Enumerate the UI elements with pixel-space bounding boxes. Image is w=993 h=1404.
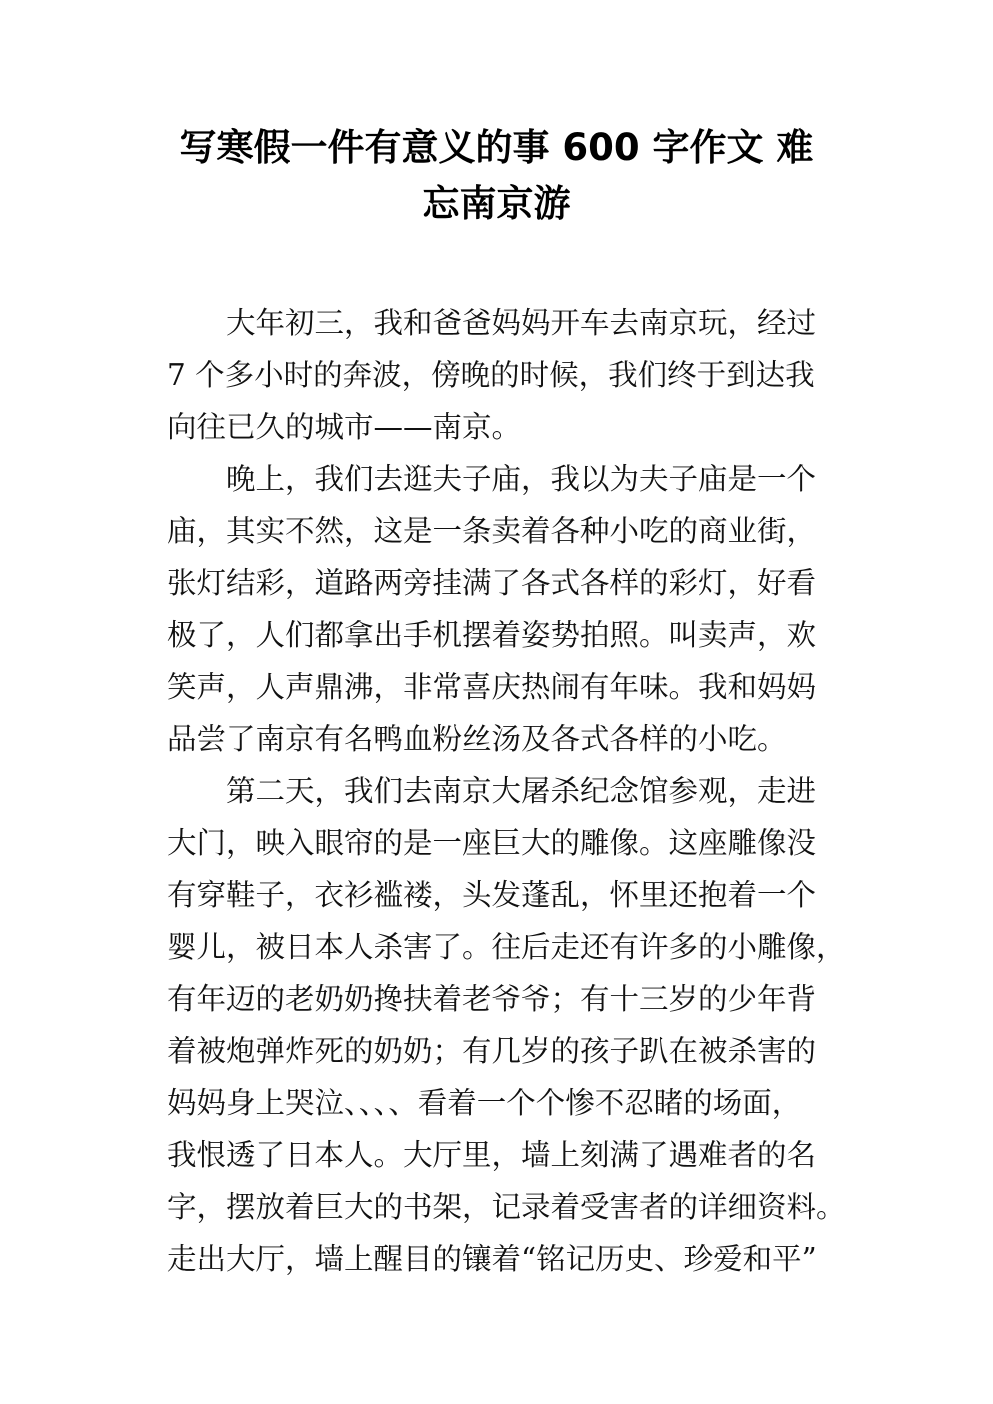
document-title — [150, 120, 843, 232]
paragraph-line: 张灯结彩，道路两旁挂满了各式各样的彩灯，好看 — [167, 566, 817, 600]
paragraph-line: 字，摆放着巨大的书架，记录着受害者的详细资料。 — [167, 1190, 846, 1224]
paragraph-line: 有穿鞋子，衣衫褴褛，头发蓬乱，怀里还抱着一个 — [167, 878, 817, 912]
paragraph-line: 极了，人们都拿出手机摆着姿势拍照。叫卖声，欢 — [167, 618, 817, 652]
paragraph-line: 向往已久的城市——南京。 — [167, 410, 522, 444]
paragraph-line: 第二天，我们去南京大屠杀纪念馆参观，走进 — [226, 774, 817, 808]
paragraph — [167, 765, 847, 1285]
document-body — [167, 297, 847, 1285]
paragraph — [167, 297, 847, 453]
paragraph-line: 妈妈身上哭泣、、、、看着一个个惨不忍睹的场面， — [167, 1086, 802, 1120]
paragraph-line: 走出大厅，墙上醒目的镶着“铭记历史、珍爱和平” — [167, 1242, 817, 1276]
title-line: 忘南京游 — [422, 182, 571, 225]
paragraph-line: 品尝了南京有名鸭血粉丝汤及各式各样的小吃。 — [167, 722, 787, 756]
paragraph-line: 大年初三，我和爸爸妈妈开车去南京玩，经过 — [226, 306, 817, 340]
title-line: 写寒假一件有意义的事 600 字作文 难 — [179, 126, 814, 169]
paragraph-line: 笑声，人声鼎沸，非常喜庆热闹有年味。我和妈妈 — [167, 670, 817, 704]
paragraph-line: 晚上，我们去逛夫子庙，我以为夫子庙是一个 — [226, 462, 817, 496]
paragraph — [167, 453, 847, 765]
paragraph-line: 婴儿，被日本人杀害了。往后走还有许多的小雕像， — [167, 930, 846, 964]
paragraph-line: 有年迈的老奶奶搀扶着老爷爷；有十三岁的少年背 — [167, 982, 817, 1016]
paragraph-line: 着被炮弹炸死的奶奶；有几岁的孩子趴在被杀害的 — [167, 1034, 817, 1068]
paragraph-line: 我恨透了日本人。大厅里，墙上刻满了遇难者的名 — [167, 1138, 817, 1172]
paragraph-line: 庙，其实不然，这是一条卖着各种小吃的商业街， — [167, 514, 817, 548]
paragraph-line: 大门，映入眼帘的是一座巨大的雕像。这座雕像没 — [167, 826, 817, 860]
paragraph-line: 7 个多小时的奔波，傍晚的时候，我们终于到达我 — [167, 358, 815, 392]
